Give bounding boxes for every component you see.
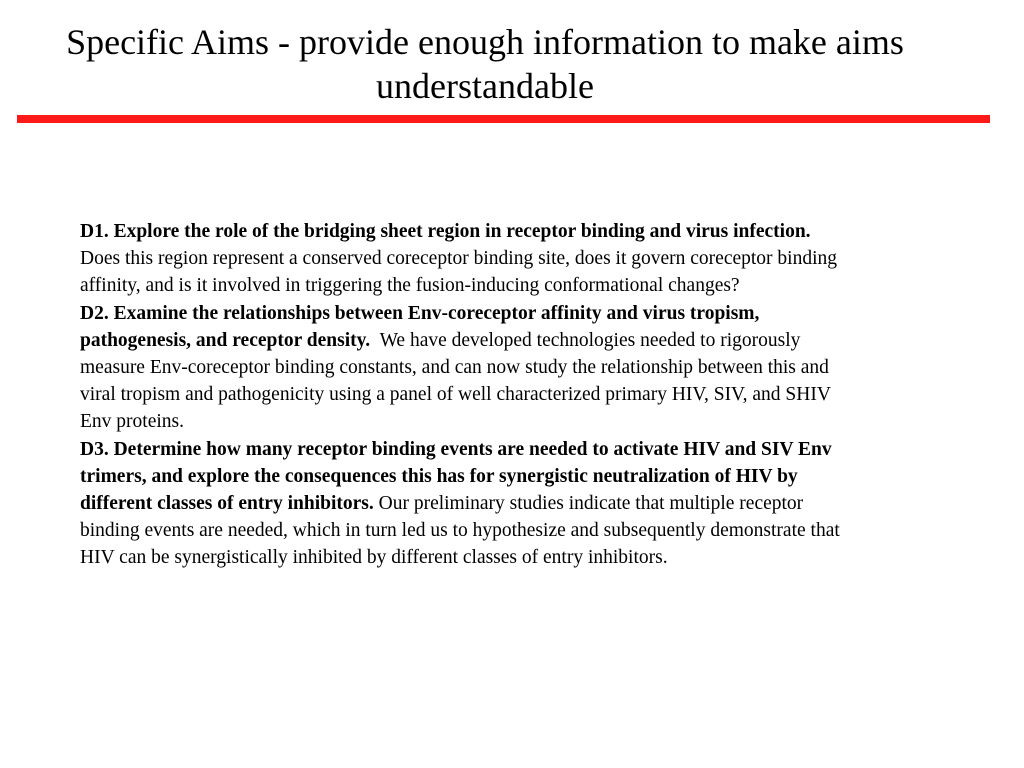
- title-divider: [17, 115, 990, 123]
- slide-title: Specific Aims - provide enough information to make aims understandable: [66, 22, 904, 106]
- aim-d2-heading: D2. Examine the relationships between Env-coreceptor affinity and virus tropism, pathogenesis, and receptor density.: [80, 302, 760, 351]
- aim-d1: [80, 218, 840, 300]
- aim-d2-body: We have developed technologies needed to rigorously measure Env-coreceptor binding constants, and can now study the relationship between this and viral tropism and pathogenicity using a panel of well characterized primary HIV, SIV, and SHIV Env proteins.: [80, 329, 831, 433]
- aims-list: [80, 218, 840, 572]
- aim-d1-body: Does this region represent a conserved coreceptor binding site, does it govern coreceptor binding affinity, and is it involved in triggering the fusion-inducing conformational changes?: [80, 248, 838, 297]
- aim-d2: [80, 300, 840, 436]
- aim-d3-heading: D3. Determine how many receptor binding events are needed to activate HIV and SIV Env trimers, and explore the consequences this has for synergistic neutralization of HIV by different classes of entry inhibitors.: [80, 438, 832, 515]
- aim-d3-body: Our preliminary studies indicate that multiple receptor binding events are needed, which in turn led us to hypothesize and subsequently demonstrate that HIV can be synergistically inhibited by different classes of entry inhibitors.: [80, 493, 840, 569]
- aim-d3: [80, 436, 840, 572]
- aim-d1-heading: D1. Explore the role of the bridging sheet region in receptor binding and virus infection.: [80, 221, 811, 242]
